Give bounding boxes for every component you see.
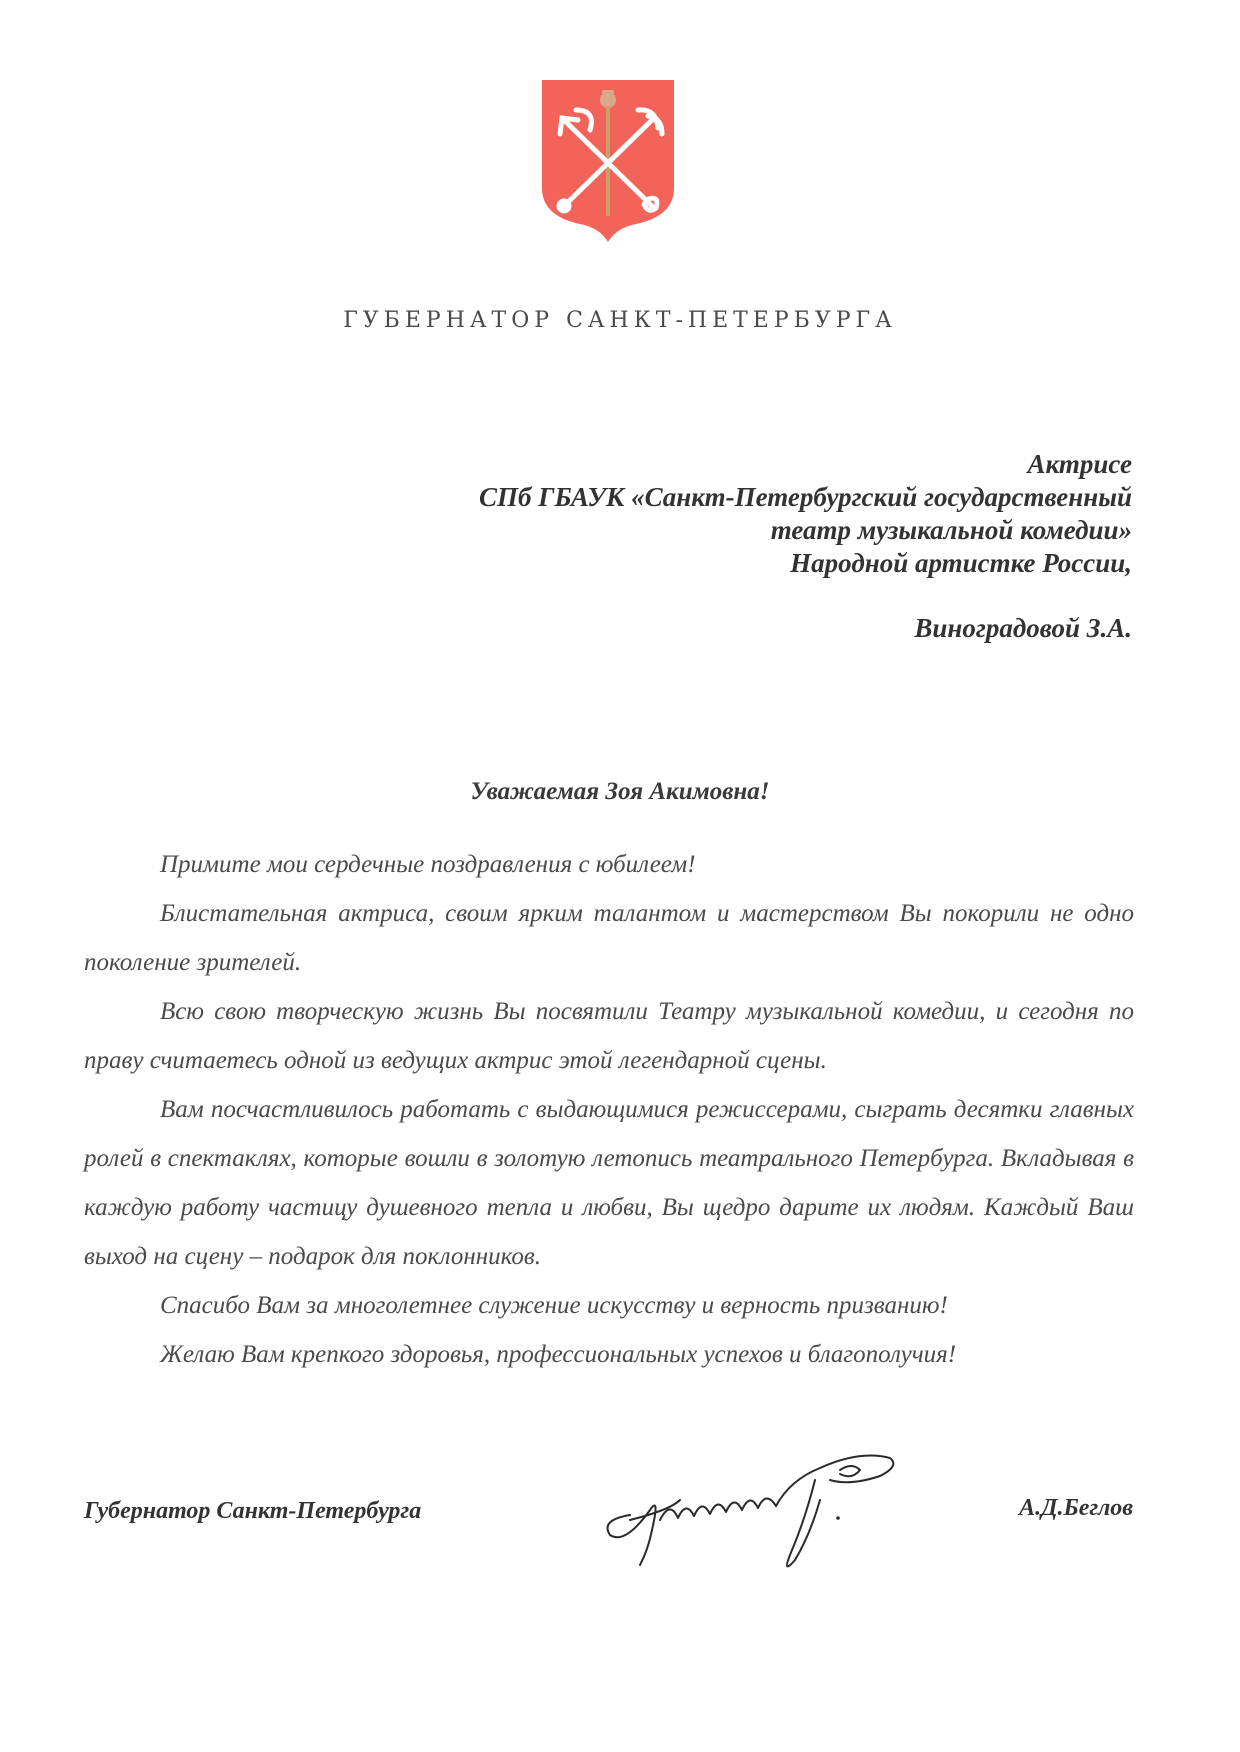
coat-of-arms-icon xyxy=(540,78,676,244)
signatory-name: А.Д.Беглов xyxy=(1019,1495,1133,1521)
addressee-gap xyxy=(479,580,1132,612)
imperial-crown-eagle xyxy=(600,90,616,108)
addressee-name: Виноградовой З.А. xyxy=(914,613,1132,643)
paragraph: Спасибо Вам за многолетнее служение искусству и верность призванию! xyxy=(160,1292,948,1319)
addressee-line-2: СПб ГБАУК «Санкт-Петербургский государственный xyxy=(478,482,1132,512)
addressee-block xyxy=(479,448,1132,645)
signatory-title: Губернатор Санкт-Петербурга xyxy=(84,1498,422,1524)
paragraph: Блистательная актриса, своим ярким талантом и мастерством Вы покорили не одно поколение зрителей. xyxy=(84,900,1134,976)
header-title: ГУБЕРНАТОР САНКТ-ПЕТЕРБУРГА xyxy=(343,308,897,333)
paragraph: Желаю Вам крепкого здоровья, профессиональных успехов и благополучия! xyxy=(160,1341,957,1368)
addressee-line-4: Народной артистке России, xyxy=(790,548,1132,578)
signature-dot xyxy=(836,1516,840,1520)
letter-body xyxy=(84,840,1134,1379)
paragraph: Примите мои сердечные поздравления с юбилеем! xyxy=(160,851,696,878)
paragraph: Всю свою творческую жизнь Вы посвятили Театру музыкальной комедии, и сегодня по праву считаетесь одной из ведущих актрис этой легендарной сцены. xyxy=(84,998,1134,1074)
handwritten-signature-icon xyxy=(590,1440,970,1580)
addressee-line-1: Актрисе xyxy=(1027,449,1132,479)
salutation: Уважаемая Зоя Акимовна! xyxy=(470,778,770,805)
addressee-line-3: театр музыкальной комедии» xyxy=(770,515,1132,545)
paragraph: Вам посчастливилось работать с выдающимися режиссерами, сыграть десятки главных ролей в спектаклях, которые вошли в золотую летопись театрального Петербурга. Вкладывая в каждую работу частицу душевного тепла и любви, Вы щедро дарите их людям. Каждый Ваш выход на сцену – подарок для поклонников. xyxy=(84,1096,1134,1270)
